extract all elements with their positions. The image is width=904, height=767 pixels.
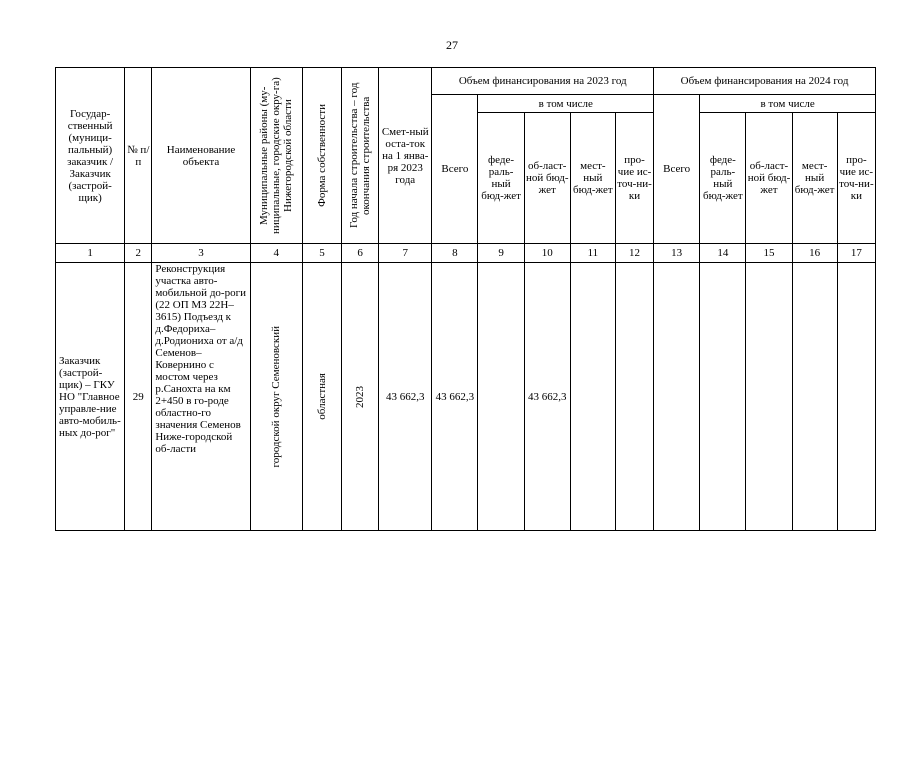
header-total-2023: Всего	[432, 95, 478, 244]
col-number-17: 17	[837, 244, 875, 263]
row-year: 2023	[342, 263, 379, 531]
financing-table	[55, 67, 876, 531]
header-local-2023: мест-ный бюд-жет	[570, 113, 615, 244]
header-districts: Муниципальные районы (му-ниципальные, городские окру-га) Нижегородской области	[250, 68, 302, 244]
row-regional-2023: 43 662,3	[524, 263, 570, 531]
row-local-2023	[570, 263, 615, 531]
col-number-4: 4	[250, 244, 302, 263]
header-number: № п/п	[125, 68, 152, 244]
header-local-2024: мест-ный бюд-жет	[792, 113, 837, 244]
header-incl-2024: в том числе	[700, 95, 876, 113]
row-federal-2023	[478, 263, 524, 531]
header-years: Год начала строительства – год окончания строительства	[342, 68, 379, 244]
row-customer: Заказчик (застрой-щик) – ГКУ НО "Главное управле-ние авто-мобиль-ных до-рог"	[56, 263, 125, 531]
header-incl-2023: в том числе	[478, 95, 654, 113]
col-number-1: 1	[56, 244, 125, 263]
row-district: городской округ Семеновский	[250, 263, 302, 531]
header-other-2024: про-чие ис-точ-ни-ки	[837, 113, 875, 244]
row-total-2024	[654, 263, 700, 531]
header-other-2023: про-чие ис-точ-ни-ки	[615, 113, 653, 244]
row-other-2024	[837, 263, 875, 531]
row-federal-2024	[700, 263, 746, 531]
header-federal-2023: феде-раль-ный бюд-жет	[478, 113, 524, 244]
col-number-3: 3	[152, 244, 250, 263]
col-number-14: 14	[700, 244, 746, 263]
row-local-2024	[792, 263, 837, 531]
col-number-12: 12	[615, 244, 653, 263]
col-number-15: 15	[746, 244, 792, 263]
header-regional-2023: об-ласт-ной бюд-жет	[524, 113, 570, 244]
col-number-11: 11	[570, 244, 615, 263]
header-fin-2023: Объем финансирования на 2023 год	[432, 68, 654, 95]
col-number-16: 16	[792, 244, 837, 263]
header-total-2024: Всего	[654, 95, 700, 244]
page-number: 27	[446, 38, 458, 52]
header-ownership: Форма собственности	[302, 68, 341, 244]
row-estimate: 43 662,3	[379, 263, 432, 531]
col-number-10: 10	[524, 244, 570, 263]
header-estimate: Смет-ный оста-ток на 1 янва-ря 2023 года	[379, 68, 432, 244]
header-federal-2024: феде-раль-ный бюд-жет	[700, 113, 746, 244]
table-row	[56, 263, 876, 531]
col-number-2: 2	[125, 244, 152, 263]
col-number-6: 6	[342, 244, 379, 263]
row-total-2023: 43 662,3	[432, 263, 478, 531]
row-object-name: Реконструкция участка авто-мобильной до-роги (22 ОП МЗ 22Н–3615) Подъезд к д.Федориха–д.Родиониха от а/д Семенов–Ковернино с мостом через р.Санохта на км 2+450 в го-роде областно-го значения Семенов Ниже-городской об-ласти	[152, 263, 250, 531]
col-number-5: 5	[302, 244, 341, 263]
col-number-13: 13	[654, 244, 700, 263]
header-regional-2024: об-ласт-ной бюд-жет	[746, 113, 792, 244]
col-number-9: 9	[478, 244, 524, 263]
header-object-name: Наименование объекта	[152, 68, 250, 244]
header-customer: Государ-ственный (муници-пальный) заказчик / Заказчик (застрой-щик)	[56, 68, 125, 244]
header-fin-2024: Объем финансирования на 2024 год	[654, 68, 876, 95]
row-regional-2024	[746, 263, 792, 531]
row-ownership: областная	[302, 263, 341, 531]
col-number-8: 8	[432, 244, 478, 263]
col-number-7: 7	[379, 244, 432, 263]
row-number: 29	[125, 263, 152, 531]
row-other-2023	[615, 263, 653, 531]
